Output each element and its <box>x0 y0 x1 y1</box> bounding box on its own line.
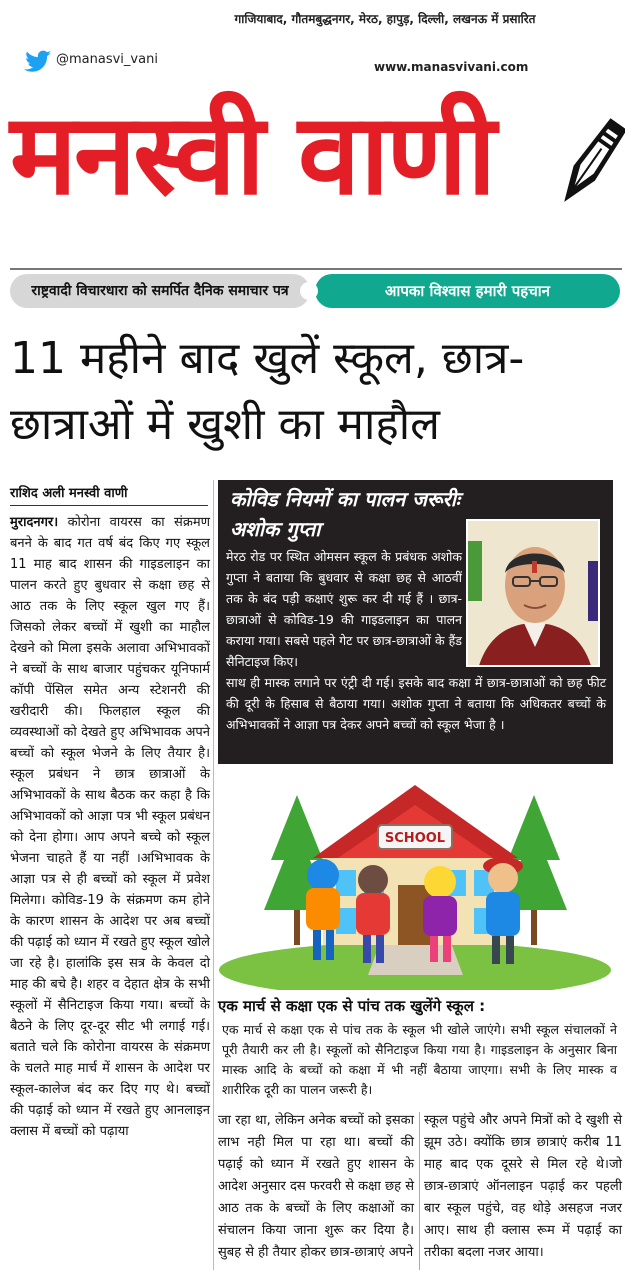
sidebar-title-line-1: कोविड नियमों का पालन जरूरीः <box>230 487 460 511</box>
sidebar-title-line-2: अशोक गुप्ता <box>230 517 321 541</box>
left-column-text: कोरोना वायरस का संक्रमण बनने के बाद गत वर्ष बंद किए गए स्कूल 11 माह बाद शासन की गाइडलाइन का पालन करते हुए बुधवार से कक्षा छह से आठ तक के लिए स्कूल खुल गए हैं। जिसको लेकर बच्चों में खुशी का माहौल देखने को मिला इसके अलावा अभिभावकों ने बच्चों के साथ बाजार पहुंचकर यूनिफार्म कॉपी पेंसिल समेत अन्य स्टेशनरी की खरीदारी की। फिलहाल स्कूल की व्यवस्थाओं को देखते हुए अभिभावक अपने बच्चों को स्कूल भेजने के लिए तैयार है। स्कूल प्रबंधन ने छात्र छात्राओं के अभिभावकों के साथ बैठक कर कहा है कि अभिभावकों को आज्ञा पत्र भी स्कूल प्रबंधन को देना होगा। आप अपने बच्चे को स्कूल भेजना चाहते हैं या नहीं ।अभिभावक के आज्ञा पत्र से ही बच्चों को स्कूल में प्रवेश मिलेगा। कोविड-19 के संक्रमण कम होने के कारण शासन के आदेश पर अब बच्चों की पढ़ाई को ध्यान में रखते हुए स्कूल खोले जा रहे है। हालांकि इस सत्र के केवल दो माह की बचे है। शहर व देहात क्षेत्र के सभी स्कूलों में सैनिटाइज किया गया। बच्चों के बैठने के लिए दूर-दूर सीट भी लगाई गई। बताते चले कि कोरोना वायरस के संक्रमण के चलते माह मार्च में शासन के आदेश पर स्कूल-कालेज बंद कर दिए गए थे। बच्चों की पढ़ाई को ध्यान में रखते हुए आनलाइन क्लास में बच्चों को पढ़ाया <box>10 515 210 1139</box>
headline-line-1: 11 महीने बाद खुलें स्कूल, छात्र- <box>10 333 525 384</box>
dateline: मुरादनगर। <box>10 515 59 530</box>
sidebar-text-full: साथ ही मास्क लगाने पर एंट्री दी गई। इसके बाद कक्षा में छात्र-छात्राओं को छह फीट की दूरी के हिसाब से बैठाया गया। अशोक गुप्ता ने बताया कि अधिकतर बच्चों के अभिभावकों ने आज्ञा पत्र देकर अपने बच्चों को स्कूल भेजा है । <box>226 675 606 732</box>
sidebar-text-wrap: मेरठ रोड पर स्थित ओमसन स्कूल के प्रबंधक अशोक गुप्ता ने बताया कि बुधवार से कक्षा छह से आठवीं तक के बंद पड़ी कक्षाएं शुरू कर दी गई हैं । छात्र-छात्राओं से कोविड-19 की गाइडलाइन का पालन कराया गया। सबसे पहले गेट पर छात्र-छात्राओं के हैंड सैनिटाइज किए। <box>226 549 462 669</box>
tagline-right: आपका विश्वास हमारी पहचान <box>315 274 620 308</box>
byline-rule <box>10 505 208 506</box>
article-body-column-b: जा रहा था, लेकिन अनेक बच्चों को इसका लाभ नही मिल पा रहा था। बच्चों की पढ़ाई को ध्यान में रखते हुए शासन के आदेश अनुसार दस फरवरी से कक्षा छह से आठ तक के बच्चों के लिए कक्षाओं का संचालन किया जाना शुरू कर दिया है। सुबह से ही तैयार होकर छात्र-छात्राएं अपने <box>218 1113 414 1260</box>
school-children-illustration <box>218 770 613 990</box>
article-headline <box>10 326 622 458</box>
tagline-left: राष्ट्रवादी विचारधारा को समर्पित दैनिक समाचार पत्र <box>10 274 310 308</box>
distribution-cities: गाजियाबाद, गौतमबुद्धनगर, मेरठ, हापुड़, दिल्ली, लखनऊ में प्रसारित <box>234 12 536 26</box>
article-body-left-column <box>10 512 210 1142</box>
column-divider <box>213 480 214 1270</box>
masthead-divider <box>10 268 622 270</box>
portrait-illustration <box>468 521 600 667</box>
fountain-pen-icon <box>555 105 625 225</box>
tagline-separator <box>300 282 318 300</box>
secondary-subhead: एक मार्च से कक्षा एक से पांच तक खुलेंगे स्कूल : <box>218 997 486 1015</box>
twitter-handle[interactable]: @manasvi_vani <box>56 52 158 67</box>
website-url[interactable]: www.manasvivani.com <box>374 60 529 74</box>
newspaper-logo: मनस्वी वाणी <box>10 90 494 220</box>
ashok-gupta-photo <box>466 519 600 667</box>
secondary-text: एक मार्च से कक्षा एक से पांच तक के स्कूल भी खोले जाएंगे। सभी स्कूल संचालकों ने पूरी तैयारी कर ली है। स्कूलों को सैनिटाइज किया गया है। गाइडलाइन के अनुसार बिना मास्क आदि के बच्चों को कक्षा में भी नहीं बैठाया जाएगा। सभी के लिए मास्क व शारीरिक दूरी का पालन जरूरी है। <box>222 1022 617 1097</box>
school-sign: SCHOOL <box>384 831 446 846</box>
twitter-icon <box>24 50 52 74</box>
bottom-column-divider <box>419 1112 420 1270</box>
article-body-column-c: स्कूल पहुंचे और अपने मित्रों को दे खुशी से झूम उठे। क्योंकि छात्र छात्राएं करीब 11 माह बाद एक दूसरे से मिल रहे थे।जो छात्र-छात्राएं ऑनलाइन पढ़ाई कर पहली बार स्कूल पहुंचे, वह थोड़े असहज नजर आए। साथ ही क्लास रूम में पढ़ाई का तरीका बदला नजर आया। <box>424 1113 622 1260</box>
headline-line-2: छात्राओं में खुशी का माहौल <box>10 399 440 450</box>
byline: राशिद अली मनस्वी वाणी <box>10 486 128 501</box>
